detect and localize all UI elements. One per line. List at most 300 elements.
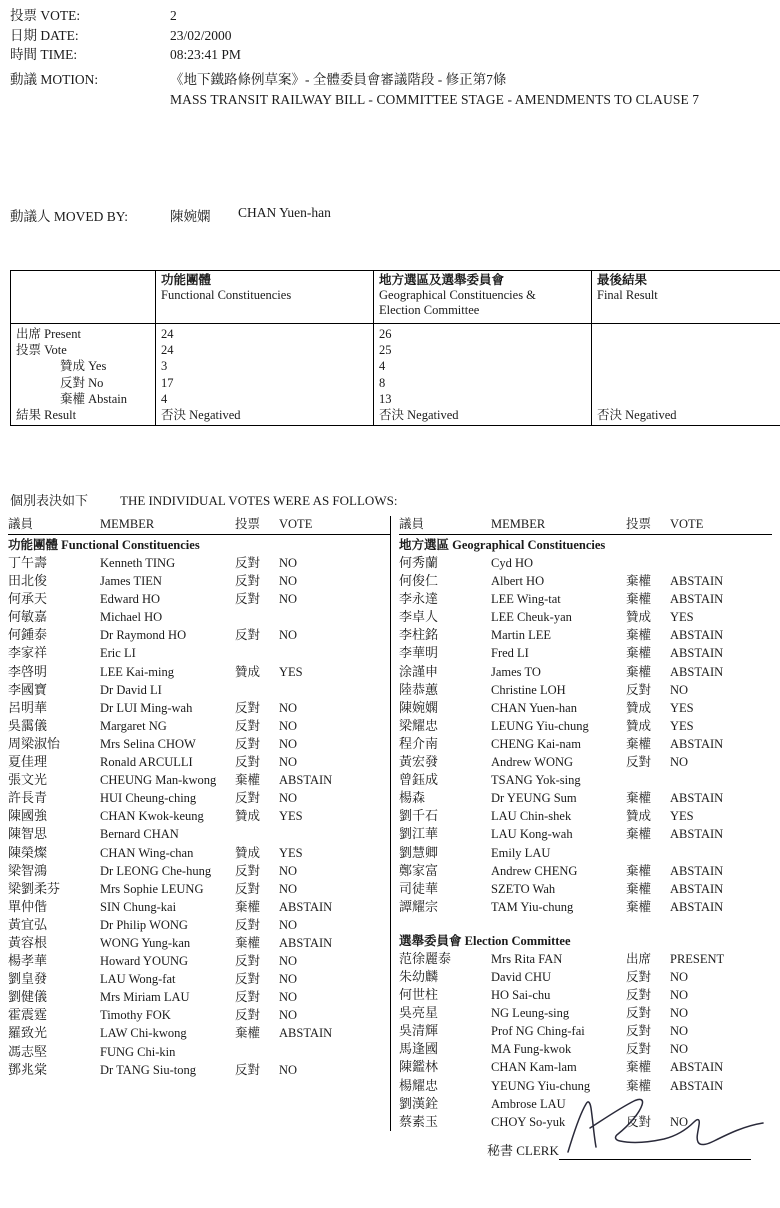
member-name-en: Prof NG Ching-fai <box>491 1024 585 1039</box>
time-value: 08:23:41 PM <box>170 47 241 62</box>
member-name-en: Ronald ARCULLI <box>100 755 193 770</box>
member-vote-row <box>399 1040 772 1058</box>
member-vote-row <box>8 590 390 608</box>
member-vote-en: NO <box>279 1062 298 1077</box>
member-vote-en: NO <box>279 718 298 733</box>
member-name-en: Dr LUI Ming-wah <box>100 700 193 715</box>
member-vote-zh: 棄權 <box>626 628 652 643</box>
member-vote-row <box>399 644 772 662</box>
member-name-zh: 吳亮星 <box>399 1005 439 1021</box>
member-name-zh: 何敏嘉 <box>8 609 48 625</box>
document-meta <box>10 6 750 65</box>
member-name-zh: 張文光 <box>8 772 48 788</box>
member-vote-zh: 棄權 <box>626 881 652 896</box>
summary-header-row <box>11 271 780 324</box>
member-name-en: Eric LI <box>100 646 136 661</box>
date-label: 日期 DATE: <box>10 27 79 43</box>
summary-label-abstain: 棄權 Abstain <box>60 391 128 406</box>
member-vote-row <box>8 1024 390 1042</box>
member-name-en: David CHU <box>491 969 552 984</box>
member-name-en: Howard YOUNG <box>100 954 189 969</box>
summary-values-final <box>592 324 780 426</box>
member-name-en: Margaret NG <box>100 718 167 733</box>
member-name-zh: 黃容根 <box>8 934 48 950</box>
member-vote-en: NO <box>279 574 298 589</box>
member-vote-row <box>8 880 390 898</box>
member-vote-zh: 棄權 <box>626 1060 652 1075</box>
member-name-zh: 陸恭蕙 <box>399 681 439 697</box>
summary-row-labels <box>11 324 156 426</box>
motion-label: 動議 MOTION: <box>10 72 99 87</box>
member-name-zh: 夏佳理 <box>8 754 48 770</box>
member-name-zh: 何承天 <box>8 591 48 607</box>
member-vote-en: ABSTAIN <box>279 899 333 914</box>
member-name-en: TAM Yiu-chung <box>491 899 574 914</box>
clerk-signature-block <box>487 1140 751 1160</box>
member-vote-row <box>399 554 772 572</box>
summary-row-labels-list <box>16 326 151 423</box>
member-vote-row <box>399 789 772 807</box>
member-name-en: LAU Chin-shek <box>491 809 572 824</box>
votes-column-functional <box>8 516 390 1131</box>
member-name-en: Andrew CHENG <box>491 863 578 878</box>
member-name-en: CHAN Kam-lam <box>491 1060 577 1075</box>
member-vote-zh: 棄權 <box>626 827 652 842</box>
moved-by-block <box>10 205 331 225</box>
member-name-en: CHENG Kai-nam <box>491 736 581 751</box>
summary-values-functional <box>156 324 374 426</box>
final-result: 否決 Negatived <box>597 407 677 422</box>
member-vote-row <box>399 844 772 862</box>
member-name-zh: 劉健儀 <box>8 989 48 1005</box>
member-name-en: FUNG Chi-kin <box>100 1044 176 1059</box>
gc-result: 否決 Negatived <box>379 407 459 422</box>
header-member-zh: 議員 <box>8 517 34 531</box>
gc-no: 8 <box>379 375 386 390</box>
member-vote-zh: 贊成 <box>626 809 652 824</box>
member-name-zh: 涂謹申 <box>399 663 439 679</box>
member-vote-row <box>399 986 772 1004</box>
member-name-zh: 楊孝華 <box>8 953 48 969</box>
member-name-en: YEUNG Yiu-chung <box>491 1078 591 1093</box>
member-vote-zh: 反對 <box>626 1042 652 1057</box>
member-vote-zh: 反對 <box>626 1114 652 1129</box>
member-vote-en: NO <box>279 1008 298 1023</box>
member-name-en: Dr David LI <box>100 682 162 697</box>
votes-column-geographical <box>390 516 772 1131</box>
member-vote-row <box>8 608 390 626</box>
clerk-label: 秘書 CLERK <box>487 1143 559 1158</box>
member-name-en: Albert HO <box>491 574 545 589</box>
member-name-en: HUI Cheung-ching <box>100 791 197 806</box>
member-name-en: Timothy FOK <box>100 1008 171 1023</box>
functional-member-rows <box>8 554 390 1079</box>
summary-header-final <box>592 271 780 324</box>
member-vote-zh: 反對 <box>626 1006 652 1021</box>
member-vote-en: NO <box>279 736 298 751</box>
member-vote-en: ABSTAIN <box>670 664 724 679</box>
member-vote-en: YES <box>279 809 303 824</box>
member-name-zh: 劉漢銓 <box>399 1095 439 1111</box>
member-vote-row <box>8 789 390 807</box>
member-name-en: NG Leung-sing <box>491 1006 570 1021</box>
member-vote-zh: 棄權 <box>626 574 652 589</box>
gc-present: 26 <box>379 327 392 341</box>
member-vote-zh: 棄權 <box>626 664 652 679</box>
member-vote-row <box>399 807 772 825</box>
member-name-zh: 吳靄儀 <box>8 717 48 733</box>
fc-vote: 24 <box>161 343 174 358</box>
member-vote-zh: 反對 <box>626 969 652 984</box>
fc-present: 24 <box>161 327 174 341</box>
member-name-zh: 田北俊 <box>8 573 48 589</box>
summary-header-functional <box>156 271 374 324</box>
member-name-en: Martin LEE <box>491 628 552 643</box>
moved-by-name-zh: 陳婉嫻 <box>170 209 211 224</box>
member-vote-row <box>399 753 772 771</box>
member-vote-row <box>399 880 772 898</box>
member-name-zh: 劉慧卿 <box>399 844 439 860</box>
member-vote-row <box>8 1043 390 1061</box>
member-vote-en: NO <box>670 682 689 697</box>
member-vote-row <box>8 717 390 735</box>
member-vote-en: NO <box>279 990 298 1005</box>
member-vote-zh: 棄權 <box>235 899 261 914</box>
member-vote-en: ABSTAIN <box>670 791 724 806</box>
member-name-zh: 鄧兆棠 <box>8 1061 48 1077</box>
individual-votes-title <box>10 490 397 509</box>
member-name-zh: 陳智思 <box>8 826 48 842</box>
member-vote-row <box>399 1077 772 1095</box>
summary-results-table <box>10 270 780 426</box>
member-vote-zh <box>235 608 279 626</box>
member-vote-row <box>399 771 772 789</box>
member-vote-row <box>8 626 390 644</box>
member-vote-en: NO <box>670 1114 689 1129</box>
member-vote-zh <box>235 825 279 843</box>
member-name-en: Kenneth TING <box>100 556 176 570</box>
member-vote-zh <box>235 1043 279 1061</box>
member-vote-row <box>8 916 390 934</box>
member-vote-zh: 反對 <box>235 556 261 570</box>
date-value: 23/02/2000 <box>170 27 232 43</box>
member-vote-en: NO <box>279 863 298 878</box>
member-name-zh: 許長青 <box>8 790 48 806</box>
moved-by-name-en: CHAN Yuen-han <box>238 205 331 220</box>
member-vote-row <box>399 898 772 916</box>
member-name-en: SIN Chung-kai <box>100 899 177 914</box>
member-vote-en: ABSTAIN <box>670 592 724 607</box>
member-vote-row <box>399 968 772 986</box>
member-name-en: Fred LI <box>491 646 529 661</box>
individual-votes-title-en: THE INDIVIDUAL VOTES WERE AS FOLLOWS: <box>120 493 398 508</box>
member-vote-row <box>8 681 390 699</box>
member-vote-row <box>399 717 772 735</box>
member-name-zh: 呂明華 <box>8 699 48 715</box>
member-vote-en <box>279 825 390 843</box>
member-name-zh: 劉皇發 <box>8 971 48 987</box>
fc-no: 17 <box>161 375 174 390</box>
summary-body-row <box>11 324 780 426</box>
member-vote-en: NO <box>670 988 689 1003</box>
member-name-en: Bernard CHAN <box>100 827 179 842</box>
member-vote-en: YES <box>279 664 303 679</box>
member-name-zh: 黃宜弘 <box>8 916 48 932</box>
member-vote-zh: 反對 <box>235 1062 261 1077</box>
vote-value: 2 <box>170 8 177 23</box>
member-vote-zh: 反對 <box>235 791 261 806</box>
header-member-en: MEMBER <box>100 517 155 531</box>
member-name-zh: 范徐麗泰 <box>399 950 452 966</box>
member-vote-en <box>279 681 390 699</box>
member-name-zh: 何世柱 <box>399 987 439 1003</box>
member-name-zh: 楊耀忠 <box>399 1077 439 1093</box>
member-vote-row <box>8 753 390 771</box>
member-vote-en: NO <box>279 917 298 932</box>
member-vote-en: ABSTAIN <box>670 863 724 878</box>
member-vote-row <box>399 663 772 681</box>
member-name-zh: 李家祥 <box>8 645 48 661</box>
member-name-en: LAU Wong-fat <box>100 972 176 987</box>
member-vote-en: NO <box>670 1024 689 1039</box>
meta-row-date <box>10 26 750 46</box>
section-header-election-committee-en: Election Committee <box>464 933 571 948</box>
member-name-en: Emily LAU <box>491 845 551 860</box>
member-name-zh: 李啓明 <box>8 663 48 679</box>
member-vote-row <box>8 735 390 753</box>
member-vote-zh: 反對 <box>235 628 261 643</box>
section-header-election-committee-zh: 選舉委員會 <box>399 933 462 948</box>
votes-column-header-left <box>8 516 390 535</box>
member-vote-zh: 反對 <box>235 592 261 607</box>
member-name-en: LEE Wing-tat <box>491 592 561 607</box>
vote-label: 投票 VOTE: <box>10 8 81 23</box>
member-vote-row <box>8 844 390 862</box>
member-name-zh: 程介南 <box>399 735 439 751</box>
member-vote-zh <box>626 554 670 572</box>
member-vote-en: NO <box>279 700 298 715</box>
member-vote-zh: 反對 <box>235 700 261 715</box>
header-member-en-right: MEMBER <box>491 517 546 531</box>
member-vote-zh: 贊成 <box>235 845 261 860</box>
fc-abstain: 4 <box>161 391 168 406</box>
section-spacer <box>399 916 772 931</box>
member-name-zh: 陳榮燦 <box>8 844 48 860</box>
header-vote-zh: 投票 <box>235 517 261 531</box>
member-name-en: Cyd HO <box>491 556 534 570</box>
member-vote-zh: 棄權 <box>626 736 652 751</box>
member-vote-en: NO <box>279 954 298 969</box>
member-vote-en <box>670 554 772 572</box>
member-vote-zh: 棄權 <box>235 773 261 788</box>
member-vote-zh: 反對 <box>235 863 261 878</box>
member-vote-row <box>399 1058 772 1076</box>
member-vote-row <box>399 699 772 717</box>
meta-row-vote <box>10 6 750 26</box>
header-vote-zh-right: 投票 <box>626 517 652 531</box>
summary-label-present: 出席 Present <box>16 327 81 341</box>
member-name-en: Dr Philip WONG <box>100 917 188 932</box>
member-vote-row <box>8 862 390 880</box>
member-name-en: CHOY So-yuk <box>491 1114 566 1129</box>
summary-label-yes: 贊成 Yes <box>60 359 107 374</box>
member-name-zh: 譚耀宗 <box>399 898 439 914</box>
member-name-zh: 楊森 <box>399 790 426 806</box>
member-name-zh: 劉千石 <box>399 808 439 824</box>
summary-header-geographical-zh: 地方選區及選舉委員會 <box>379 273 505 287</box>
member-name-zh: 吳清輝 <box>399 1023 439 1039</box>
header-member-zh-right: 議員 <box>399 517 425 531</box>
member-vote-zh <box>235 644 279 662</box>
member-name-en: Edward HO <box>100 592 161 607</box>
member-name-zh: 蔡素玉 <box>399 1113 439 1129</box>
member-name-zh: 李柱銘 <box>399 627 439 643</box>
member-name-en: Dr LEONG Che-hung <box>100 863 212 878</box>
member-vote-row <box>8 1061 390 1079</box>
member-name-zh: 何俊仁 <box>399 573 439 589</box>
member-vote-row <box>399 608 772 626</box>
member-vote-zh: 棄權 <box>626 791 652 806</box>
member-name-en: Dr TANG Siu-tong <box>100 1062 196 1077</box>
member-vote-en: YES <box>670 610 694 625</box>
member-vote-en: NO <box>279 755 298 770</box>
member-name-en: LEUNG Yiu-chung <box>491 718 589 733</box>
member-vote-en: YES <box>670 809 694 824</box>
member-vote-zh: 贊成 <box>235 664 261 679</box>
member-vote-en: ABSTAIN <box>670 881 724 896</box>
header-vote-en-right: VOTE <box>670 517 704 531</box>
member-name-zh: 黃宏發 <box>399 754 439 770</box>
member-vote-row <box>399 1022 772 1040</box>
member-vote-zh: 反對 <box>235 574 261 589</box>
member-name-en: CHAN Wing-chan <box>100 845 194 860</box>
member-name-en: SZETO Wah <box>491 881 556 896</box>
section-header-functional-en: Functional Constituencies <box>61 538 200 552</box>
member-vote-en: ABSTAIN <box>670 899 724 914</box>
summary-header-final-zh: 最後結果 <box>597 273 648 287</box>
member-vote-row <box>8 970 390 988</box>
member-vote-row <box>8 807 390 825</box>
section-header-geographical-constituencies <box>399 535 772 554</box>
member-vote-en: PRESENT <box>670 951 725 966</box>
header-vote-en: VOTE <box>279 517 313 531</box>
meta-row-time <box>10 45 750 65</box>
member-name-en: MA Fung-kwok <box>491 1042 572 1057</box>
member-name-en: Mrs Sophie LEUNG <box>100 881 204 896</box>
member-vote-en <box>279 1043 390 1061</box>
member-name-en: James TIEN <box>100 574 162 589</box>
member-vote-zh: 棄權 <box>626 1078 652 1093</box>
member-vote-row <box>399 1095 772 1113</box>
member-vote-zh: 反對 <box>235 954 261 969</box>
member-vote-zh: 反對 <box>235 1008 261 1023</box>
member-vote-row <box>399 626 772 644</box>
member-name-zh: 陳鑑林 <box>399 1059 439 1075</box>
member-vote-zh: 出席 <box>626 951 652 966</box>
member-vote-row <box>399 735 772 753</box>
member-vote-row <box>399 590 772 608</box>
fc-yes: 3 <box>161 359 168 374</box>
summary-corner-cell <box>11 271 156 324</box>
member-vote-zh: 棄權 <box>235 935 261 950</box>
member-vote-row <box>399 950 772 968</box>
member-vote-en <box>670 1095 772 1113</box>
member-vote-row <box>399 1004 772 1022</box>
member-vote-zh: 反對 <box>626 755 652 770</box>
member-vote-en: ABSTAIN <box>670 736 724 751</box>
member-vote-en: YES <box>670 700 694 715</box>
member-name-en: Christine LOH <box>491 682 566 697</box>
summary-header-geographical <box>374 271 592 324</box>
member-name-zh: 陳國強 <box>8 808 48 824</box>
member-name-zh: 丁午壽 <box>8 555 48 570</box>
member-vote-row <box>399 681 772 699</box>
member-name-en: Mrs Rita FAN <box>491 951 563 966</box>
member-name-en: Ambrose LAU <box>491 1096 566 1111</box>
clerk-signature-line <box>559 1142 751 1160</box>
member-vote-row <box>8 952 390 970</box>
member-vote-zh: 反對 <box>235 881 261 896</box>
member-vote-en: NO <box>279 881 298 896</box>
member-vote-en: NO <box>279 592 298 607</box>
summary-label-result: 結果 Result <box>16 407 77 422</box>
member-vote-en: NO <box>670 1042 689 1057</box>
member-vote-en: NO <box>670 969 689 984</box>
member-name-en: Mrs Selina CHOW <box>100 736 196 751</box>
member-vote-en: YES <box>670 718 694 733</box>
member-name-zh: 朱幼麟 <box>399 968 439 984</box>
member-name-en: LAU Kong-wah <box>491 827 573 842</box>
gc-vote: 25 <box>379 343 392 358</box>
member-name-zh: 李華明 <box>399 645 439 661</box>
member-vote-en: NO <box>279 628 298 643</box>
member-name-zh: 羅致光 <box>8 1025 48 1041</box>
member-vote-row <box>8 934 390 952</box>
individual-votes-title-zh: 個別表決如下 <box>10 493 89 508</box>
gc-yes: 4 <box>379 359 386 374</box>
member-name-en: HO Sai-chu <box>491 988 551 1003</box>
member-vote-en: ABSTAIN <box>279 1026 333 1041</box>
member-vote-en: NO <box>279 972 298 987</box>
motion-text <box>170 70 699 110</box>
member-vote-en: ABSTAIN <box>670 646 724 661</box>
member-name-zh: 何秀蘭 <box>399 555 439 570</box>
member-name-zh: 何鍾泰 <box>8 627 48 643</box>
member-vote-zh: 贊成 <box>626 610 652 625</box>
summary-header-functional-zh: 功能團體 <box>161 273 212 287</box>
member-vote-row <box>8 988 390 1006</box>
votes-column-header-right <box>399 516 772 535</box>
time-label: 時間 TIME: <box>10 47 78 62</box>
member-name-zh: 梁劉柔芬 <box>8 880 61 896</box>
summary-header-geographical-en2: Election Committee <box>379 302 480 317</box>
section-header-geographical-zh: 地方選區 <box>399 538 450 552</box>
summary-header-final-en: Final Result <box>597 288 658 302</box>
member-vote-zh <box>626 771 670 789</box>
summary-label-vote: 投票 Vote <box>16 343 67 358</box>
member-vote-row <box>399 862 772 880</box>
fc-result: 否決 Negatived <box>161 407 241 422</box>
summary-header-geographical-en: Geographical Constituencies & <box>379 288 536 302</box>
summary-header-functional-en: Functional Constituencies <box>161 288 292 302</box>
member-vote-zh: 棄權 <box>626 646 652 661</box>
member-vote-zh <box>626 1095 670 1113</box>
member-vote-en: ABSTAIN <box>279 773 333 788</box>
member-name-zh: 陳婉嫻 <box>399 699 439 715</box>
member-name-en: LEE Kai-ming <box>100 664 174 679</box>
member-name-en: CHAN Kwok-keung <box>100 809 204 824</box>
gc-abstain: 13 <box>379 391 392 406</box>
